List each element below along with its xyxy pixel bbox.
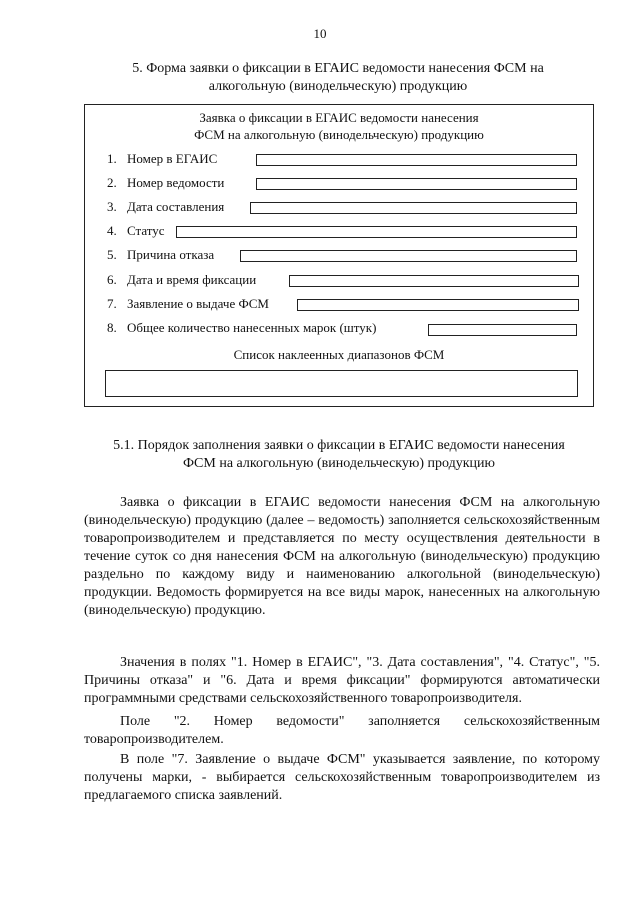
field-number: 3.	[107, 199, 117, 214]
status-input[interactable]	[176, 226, 577, 238]
field-label: Номер ведомости	[127, 175, 225, 190]
section-heading	[96, 60, 580, 96]
form-title-line-1: Заявка о фиксации в ЕГАИС ведомости нанесения	[199, 110, 479, 125]
field-egais-number	[107, 150, 217, 168]
field-number: 6.	[107, 272, 117, 287]
field-label: Дата и время фиксации	[127, 272, 257, 287]
field-label: Статус	[127, 223, 165, 238]
section-heading-line-2: алкогольную (винодельческую) продукцию	[208, 79, 468, 94]
field-label: Дата составления	[127, 199, 225, 214]
field-number: 8.	[107, 320, 117, 335]
field-label: Заявление о выдаче ФСМ	[127, 296, 269, 311]
paragraph-fsm-application: В поле "7. Заявление о выдаче ФСМ" указывается заявление, по которому получены марки, - выбирается сельскохозяйственным товаропроизводителем из предлагаемого списка заявлений.	[84, 752, 600, 803]
egais-number-input[interactable]	[256, 154, 577, 166]
field-fsm-application	[107, 295, 269, 313]
field-number: 2.	[107, 175, 117, 190]
field-number: 7.	[107, 296, 117, 311]
field-creation-date	[107, 198, 224, 216]
field-label: Общее количество нанесенных марок (штук)	[127, 320, 377, 335]
total-marks-input[interactable]	[428, 324, 577, 336]
subsection-heading-line-1: 5.1. Порядок заполнения заявки о фиксации в ЕГАИС ведомости нанесения	[113, 438, 565, 453]
field-number: 1.	[107, 151, 117, 166]
form-title	[85, 109, 593, 143]
field-fixation-datetime	[107, 271, 256, 289]
form-title-line-2: ФСМ на алкогольную (винодельческую) продукцию	[194, 127, 484, 142]
paragraph-auto-fields: Значения в полях "1. Номер в ЕГАИС", "3. Дата составления", "4. Статус", "5. Причины отказа" и "6. Дата и время фиксации" формируются автоматически программными средствами сельскохозяйственного товаропроизводителя.	[84, 655, 600, 706]
rejection-reason-input[interactable]	[240, 250, 577, 262]
paragraph-statement-number: Поле "2. Номер ведомости" заполняется сельскохозяйственным товаропроизводителем.	[84, 714, 600, 747]
paragraph-intro: Заявка о фиксации в ЕГАИС ведомости нанесения ФСМ на алкогольную (винодельческую) продукцию (далее – ведомость) заполняется сельскохозяйственным товаропроизводителем и представляется по месту осуществления деятельности в течение суток со дня нанесения ФСМ на алкогольную (винодельческую) продукцию раздельно по каждому виду и наименованию алкогольной (винодельческую) продукции. Ведомость формируется на все виды марок, нанесенных на алкогольную (винодельческую) продукцию.	[84, 495, 600, 618]
field-label: Причина отказа	[127, 247, 215, 262]
section-heading-line-1: 5. Форма заявки о фиксации в ЕГАИС ведомости нанесения ФСМ на	[132, 61, 544, 76]
ranges-list-input[interactable]	[105, 370, 578, 397]
creation-date-input[interactable]	[250, 202, 577, 214]
application-form	[84, 104, 594, 407]
ranges-list-title: Список наклеенных диапазонов ФСМ	[233, 347, 445, 362]
page-number: 10	[313, 26, 327, 41]
field-total-marks	[107, 319, 376, 337]
field-number: 5.	[107, 247, 117, 262]
subsection-heading	[84, 437, 594, 473]
field-label: Номер в ЕГАИС	[127, 151, 218, 166]
subsection-heading-line-2: ФСМ на алкогольную (винодельческую) продукцию	[183, 456, 495, 471]
field-statement-number	[107, 174, 224, 192]
field-status	[107, 222, 165, 240]
field-number: 4.	[107, 223, 117, 238]
field-rejection-reason	[107, 246, 214, 264]
fixation-datetime-input[interactable]	[289, 275, 579, 287]
fsm-application-input[interactable]	[297, 299, 579, 311]
statement-number-input[interactable]	[256, 178, 577, 190]
